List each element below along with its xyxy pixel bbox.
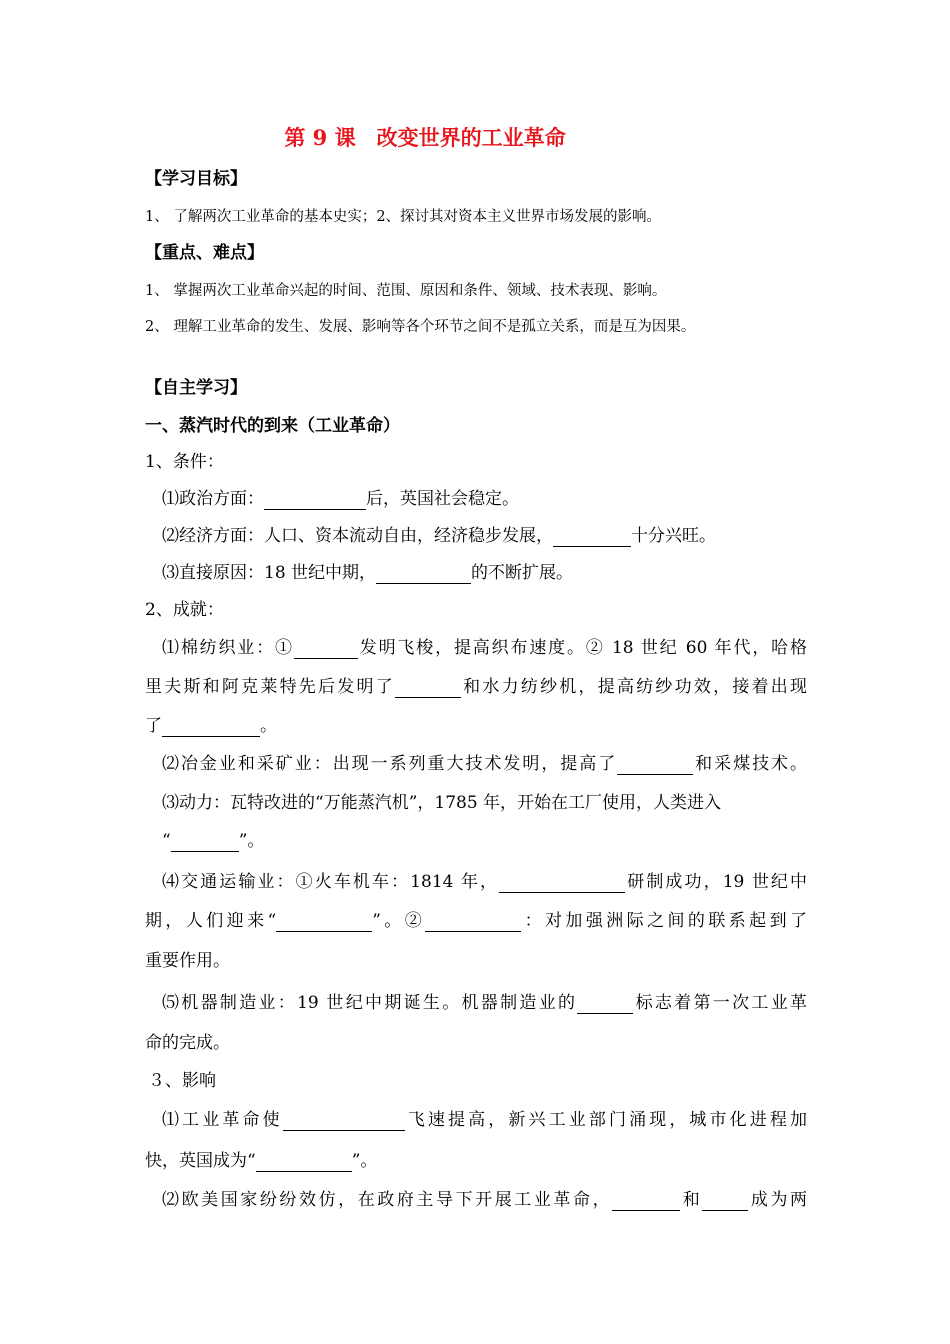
achievement-3-line-1: ⑶动力：瓦特改进的“万能蒸汽机”，1785 年，开始在工厂使用，人类进入 [162,793,722,813]
impact-1-line-2: 快，英国成为“ ”。 [145,1151,378,1171]
fill-blank[interactable] [612,1192,680,1211]
achievements-label: 2、成就： [145,600,224,620]
fill-blank[interactable] [171,833,239,852]
fill-blank[interactable] [617,756,693,775]
heading-goals: 【学习目标】 [145,169,247,189]
achievement-4-line-3: 重要作用。 [145,951,230,971]
fill-blank[interactable] [425,913,521,932]
achievement-2: ⑵冶金业和采矿业：出现一系列重大技术发明，提高了 和采煤技术。 [162,754,808,774]
fill-blank[interactable] [294,640,358,659]
page-title: 第 9 课 改变世界的工业革命 [284,125,566,150]
achievement-5-line-1: ⑸机器制造业：19 世纪中期诞生。机器制造业的 标志着第一次工业革 [162,993,807,1013]
fill-blank[interactable] [256,1153,352,1172]
impact-2-line-1: ⑵欧美国家纷纷效仿，在政府主导下开展工业革命， 和 成为两 [162,1190,808,1210]
fill-blank[interactable] [162,718,260,737]
goals-text: 1、 了解两次工业革命的基本史实；2、探讨其对资本主义世界市场发展的影响。 [145,209,662,225]
condition-2: ⑵经济方面：人口、资本流动自由，经济稳步发展， 十分兴旺。 [162,526,716,546]
fill-blank[interactable] [276,913,372,932]
achievement-5-line-2: 命的完成。 [145,1033,230,1053]
fill-blank[interactable] [264,491,366,510]
conditions-label: 1、条件： [145,452,224,472]
condition-3: ⑶直接原因：18 世纪中期， 的不断扩展。 [162,563,574,583]
fill-blank[interactable] [376,565,471,584]
fill-blank[interactable] [499,874,625,893]
achievement-1-line-3: 了 。 [145,716,277,736]
heading-self-study: 【自主学习】 [145,378,247,398]
impact-label: ３、影响 [148,1071,216,1091]
fill-blank[interactable] [577,995,633,1014]
heading-key: 【重点、难点】 [145,243,264,263]
achievement-4-line-2: 期，人们迎来“ ”。② ：对加强洲际之间的联系起到了 [145,911,807,931]
key-point-1: 1、 掌握两次工业革命兴起的时间、范围、原因和条件、领域、技术表现、影响。 [145,283,667,299]
fill-blank[interactable] [395,679,461,698]
heading-part1: 一、蒸汽时代的到来（工业革命） [145,416,400,436]
fill-blank[interactable] [702,1192,748,1211]
condition-1: ⑴政治方面： 后，英国社会稳定。 [162,489,519,509]
achievement-3-line-2: “ ”。 [162,831,265,851]
achievement-1-line-2: 里夫斯和阿克莱特先后发明了 和水力纺纱机，提高纺纱功效，接着出现 [145,677,808,697]
key-point-2: 2、 理解工业革命的发生、发展、影响等各个环节之间不是孤立关系，而是互为因果。 [145,319,696,335]
impact-1-line-1: ⑴工业革命使 飞速提高，新兴工业部门涌现，城市化进程加 [162,1110,808,1130]
achievement-4-line-1: ⑷交通运输业：①火车机车：1814 年， 研制成功，19 世纪中 [162,872,807,892]
fill-blank[interactable] [283,1112,405,1131]
achievement-1-line-1: ⑴棉纺织业：① 发明飞梭，提高织布速度。② 18 世纪 60 年代，哈格 [162,638,807,658]
fill-blank[interactable] [553,528,631,547]
